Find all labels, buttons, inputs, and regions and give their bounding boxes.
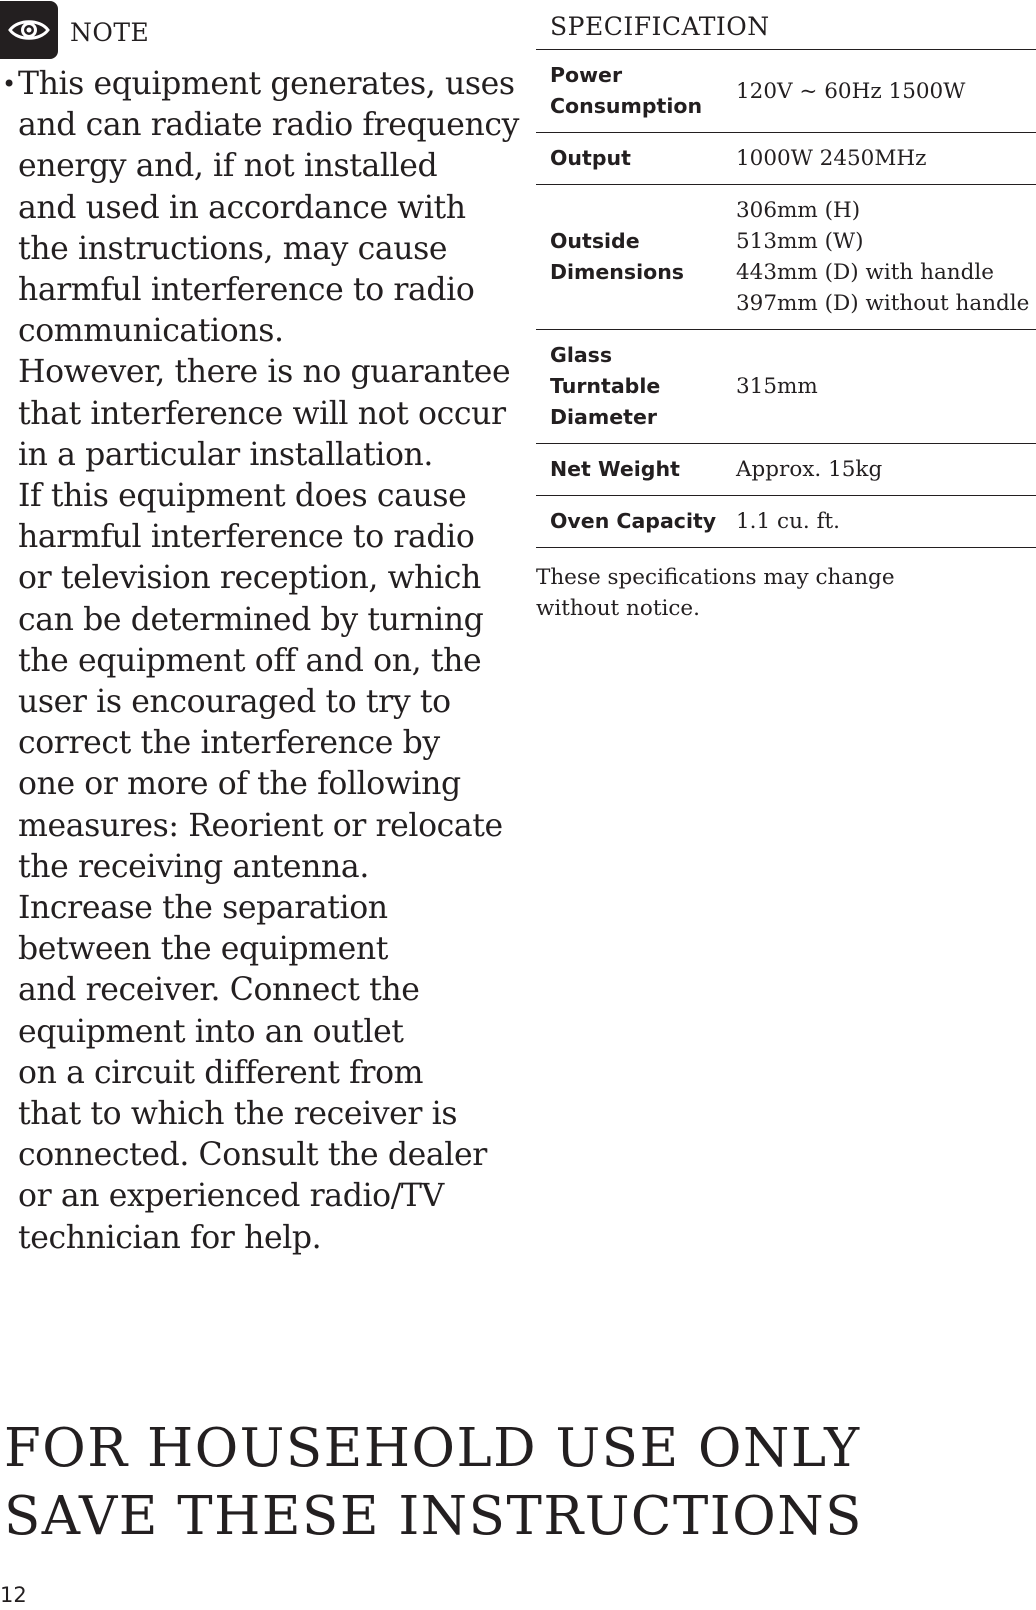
page-number: 12: [0, 1583, 27, 1607]
spec-label: Net Weight: [550, 457, 680, 481]
note-line: harmful interference to radio: [18, 519, 475, 556]
note-title: NOTE: [70, 17, 150, 47]
spec-value: 306mm (H) 513mm (W) 443mm (D) with handle 397mm (D) without handle: [736, 198, 1030, 316]
note-line: can be determined by turning: [18, 601, 484, 638]
specification-section: [536, 6, 1036, 624]
note-line: This equipment generates, uses: [18, 66, 515, 102]
note-line: technician for help.: [18, 1219, 322, 1256]
eye-icon: [0, 1, 58, 59]
note-line: the receiving antenna.: [18, 848, 369, 885]
table-row: [536, 496, 1036, 548]
spec-label: Oven Capacity: [550, 509, 717, 533]
note-line: the equipment off and on, the: [18, 642, 482, 679]
footer-heading: [4, 1415, 863, 1551]
note-line: connected. Consult the dealer: [18, 1137, 487, 1174]
spec-label: Power Consumption: [550, 63, 703, 118]
spec-value: 1000W 2450MHz: [736, 146, 927, 171]
table-row: [536, 330, 1036, 444]
spec-value: 120V ~ 60Hz 1500W: [736, 78, 966, 104]
note-line: measures: Reorient or relocate: [18, 807, 503, 844]
spec-value: Approx. 15kg: [736, 457, 883, 482]
note-line: harmful interference to radio: [18, 272, 475, 309]
note-line: equipment into an outlet: [18, 1013, 404, 1050]
note-line: on a circuit different from: [18, 1054, 424, 1091]
table-row: [536, 185, 1036, 330]
note-line: and receiver. Connect the: [18, 972, 420, 1009]
note-line: or television reception, which: [18, 560, 481, 597]
spec-label: Output: [550, 146, 631, 170]
note-body: [0, 64, 519, 1259]
note-line: Increase the separation: [18, 890, 388, 927]
note-line: that interference will not occur: [18, 395, 506, 432]
specification-note: These specifications may change without notice.: [536, 565, 895, 621]
note-line: However, there is no guarantee: [18, 354, 511, 391]
spec-value: 315mm: [736, 374, 818, 399]
footer-line-save: SAVE THESE INSTRUCTIONS: [4, 1486, 863, 1547]
note-line: correct the interference by: [18, 725, 440, 762]
note-line: one or more of the following: [18, 766, 461, 803]
note-header: [0, 0, 149, 60]
table-row: [536, 133, 1036, 185]
note-line: and can radiate radio frequency: [18, 107, 519, 144]
spec-value: 1.1 cu. ft.: [736, 509, 841, 534]
spec-label: Outside Dimensions: [550, 229, 685, 284]
note-line: communications.: [18, 313, 284, 350]
footer-line-household: FOR HOUSEHOLD USE ONLY: [4, 1418, 861, 1479]
note-line: between the equipment: [18, 931, 389, 968]
note-line: user is encouraged to try to: [18, 684, 451, 721]
spec-label: Glass Turntable Diameter: [550, 343, 661, 429]
table-row: [536, 444, 1036, 496]
note-line: the instructions, may cause: [18, 230, 448, 267]
note-line: or an experienced radio/TV: [18, 1178, 444, 1215]
note-line: and used in accordance with: [18, 189, 466, 226]
note-line: in a particular installation.: [18, 436, 434, 473]
specification-title: SPECIFICATION: [536, 6, 1036, 50]
note-line: that to which the receiver is: [18, 1096, 458, 1133]
bullet: •: [2, 70, 16, 98]
note-line: If this equipment does cause: [18, 478, 467, 515]
specification-table: [536, 50, 1036, 548]
note-line: energy and, if not installed: [18, 148, 438, 185]
table-row: [536, 50, 1036, 133]
